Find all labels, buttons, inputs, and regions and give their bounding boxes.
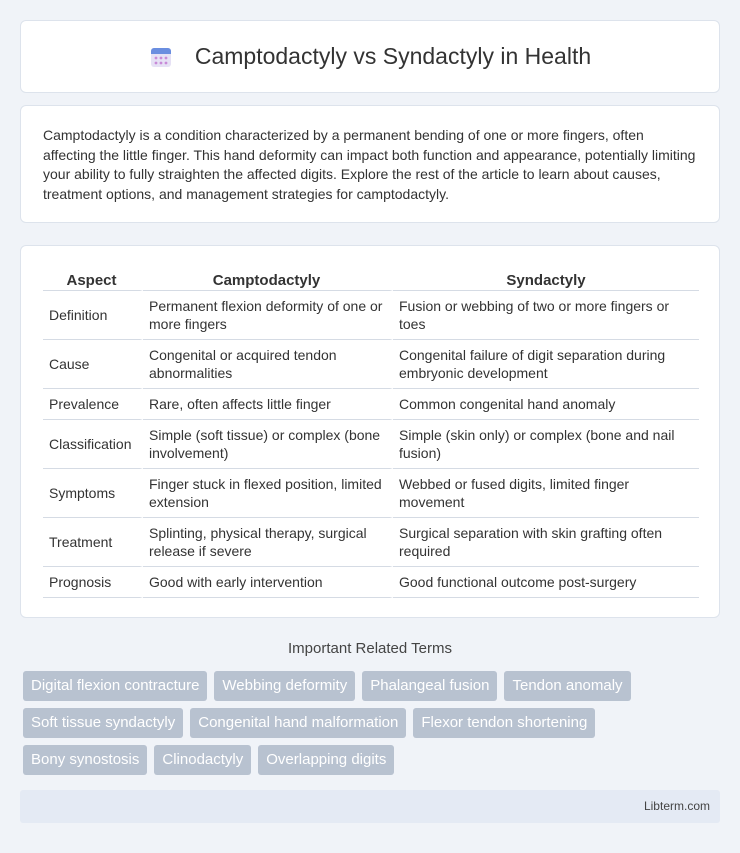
row-syndactyly: Congenital failure of digit separation during embryonic development	[393, 340, 699, 389]
row-aspect: Prevalence	[43, 389, 143, 420]
related-term-tag[interactable]: Congenital hand malformation	[190, 708, 406, 738]
related-term-tag[interactable]: Phalangeal fusion	[362, 671, 497, 701]
table-row	[43, 389, 699, 420]
related-terms-title: Important Related Terms	[288, 640, 452, 657]
row-camptodactyly: Simple (soft tissue) or complex (bone involvement)	[143, 420, 393, 469]
related-term-tag[interactable]: Clinodactyly	[154, 745, 251, 775]
row-syndactyly: Good functional outcome post-surgery	[393, 567, 699, 598]
row-syndactyly: Simple (skin only) or complex (bone and nail fusion)	[393, 420, 699, 469]
row-aspect: Symptoms	[43, 469, 143, 518]
row-syndactyly: Surgical separation with skin grafting often required	[393, 518, 699, 567]
row-syndactyly: Common congenital hand anomaly	[393, 389, 699, 420]
comparison-table-card	[20, 245, 720, 618]
row-aspect: Classification	[43, 420, 143, 469]
row-camptodactyly: Splinting, physical therapy, surgical release if severe	[143, 518, 393, 567]
row-aspect: Prognosis	[43, 567, 143, 598]
row-camptodactyly: Congenital or acquired tendon abnormalities	[143, 340, 393, 389]
header-syndactyly: Syndactyly	[393, 266, 699, 291]
intro-text: Camptodactyly is a condition characterized by a permanent bending of one or more fingers, often affecting the little finger. This hand deformity can impact both function and appearance, potentially limiting your ability to fully straighten the affected digits. Explore the rest of the article to learn about causes, treatment options, and management strategies for camptodactyly.	[43, 127, 696, 202]
related-term-tag[interactable]: Webbing deformity	[214, 671, 355, 701]
row-camptodactyly: Permanent flexion deformity of one or more fingers	[143, 291, 393, 340]
table-row	[43, 340, 699, 389]
table-row	[43, 518, 699, 567]
row-aspect: Treatment	[43, 518, 143, 567]
row-camptodactyly: Finger stuck in flexed position, limited extension	[143, 469, 393, 518]
calendar-icon	[149, 45, 173, 69]
table-header-row	[43, 266, 699, 291]
row-syndactyly: Fusion or webbing of two or more fingers or toes	[393, 291, 699, 340]
row-aspect: Cause	[43, 340, 143, 389]
table-row	[43, 567, 699, 598]
row-camptodactyly: Good with early intervention	[143, 567, 393, 598]
header-card	[20, 20, 720, 93]
intro-card	[20, 105, 720, 223]
table-row	[43, 469, 699, 518]
page-title: Camptodactyly vs Syndactyly in Health	[194, 43, 592, 69]
related-term-tag[interactable]: Bony synostosis	[23, 745, 147, 775]
related-term-tag[interactable]: Soft tissue syndactyly	[23, 708, 183, 738]
related-term-tag[interactable]: Flexor tendon shortening	[413, 708, 595, 738]
footer-site-link[interactable]: Libterm.com	[643, 799, 710, 813]
related-term-tag[interactable]: Overlapping digits	[258, 745, 394, 775]
footer	[20, 790, 720, 823]
related-terms-list	[23, 671, 723, 782]
table-row	[43, 420, 699, 469]
comparison-table	[43, 266, 699, 598]
related-term-tag[interactable]: Tendon anomaly	[504, 671, 630, 701]
related-term-tag[interactable]: Digital flexion contracture	[23, 671, 207, 701]
header-camptodactyly: Camptodactyly	[143, 266, 393, 291]
header-aspect: Aspect	[43, 266, 143, 291]
row-aspect: Definition	[43, 291, 143, 340]
row-syndactyly: Webbed or fused digits, limited finger movement	[393, 469, 699, 518]
table-row	[43, 291, 699, 340]
row-camptodactyly: Rare, often affects little finger	[143, 389, 393, 420]
